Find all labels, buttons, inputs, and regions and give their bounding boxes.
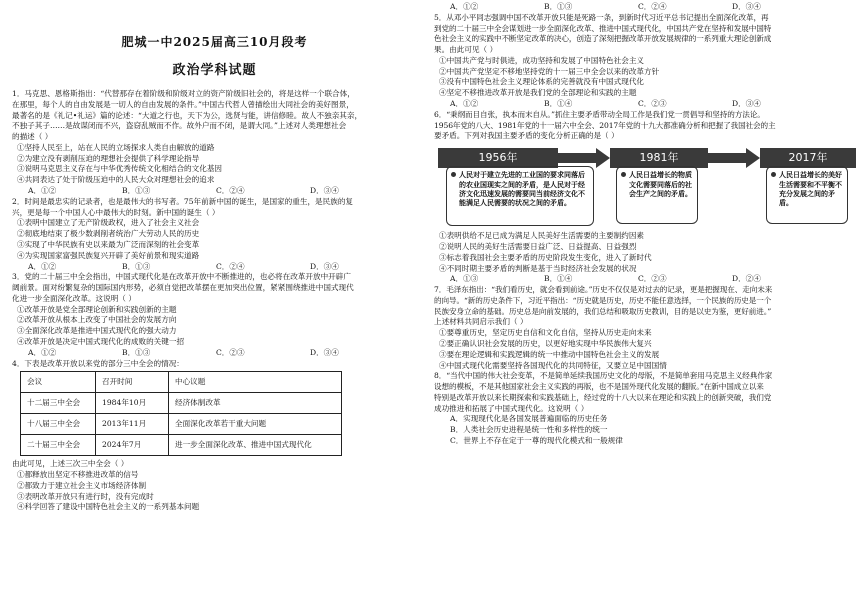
q7-stem-line: 民族安身立命的基础。历史总是向前发展的，我们总结和吸取历史教训，目的是以史为鉴，更好前进。” bbox=[434, 306, 772, 316]
q6-choice-b[interactable]: B．①④ bbox=[544, 274, 573, 284]
q2-item: ③实现了中华民族有史以来最为广泛而深刻的社会变革 bbox=[17, 239, 200, 249]
q5-stem-line: 到党的二十届三中全会谋划进一步全面深化改革、推进中国式现代化，中国共产党在坚持和发展中国特 bbox=[434, 23, 772, 33]
q2-item: ④为实现国家富强民族复兴开辟了美好前景和现实道路 bbox=[17, 250, 200, 260]
q1-item: ②为建立没有剥削压迫的理想社会提供了科学理论指导 bbox=[17, 153, 200, 163]
table-header-cell: 中心议题 bbox=[169, 372, 342, 393]
q4-item: ④科学回答了建设中国特色社会主义的一系列基本问题 bbox=[17, 502, 200, 512]
year-1981-label: 1981年 bbox=[610, 148, 708, 168]
q2-stem-line: 兴，更是每一个中国人心中最伟大的时刻。新中国的诞生（ ） bbox=[12, 207, 220, 217]
q1-stem-line: 在那里，每个人的自由发展是一切人的自由发展的条件。”中国古代哲人曾描绘出大同社会的美好图景， bbox=[12, 99, 354, 109]
question-4 bbox=[12, 359, 417, 514]
q3-item: ③全面深化改革是推进中国式现代化的强大动力 bbox=[17, 326, 177, 336]
q5-item: ②中国共产党坚定不移地坚持党的十一届三中全会以来的改革方针 bbox=[439, 66, 660, 76]
q6-item: ②说明人民的美好生活需要日益广泛、日益提高、日益强烈 bbox=[439, 241, 637, 251]
q3-choices bbox=[12, 348, 417, 359]
q4-choice-b[interactable]: B．①③ bbox=[544, 2, 573, 11]
table-cell: 2013年11月 bbox=[96, 414, 169, 435]
year-1956-label: 1956年 bbox=[438, 148, 558, 168]
timeline-box-1981 bbox=[616, 166, 698, 224]
q1-choices bbox=[12, 186, 417, 197]
year-2017-label: 2017年 bbox=[760, 148, 856, 168]
q3-choice-b[interactable]: B．①③ bbox=[122, 347, 151, 357]
q6-item: ①表明供给不足已成为满足人民美好生活需要的主要制约因素 bbox=[439, 231, 645, 241]
q7-item: ②要正确认识社会发展的历史，以更好地实现中华民族伟大复兴 bbox=[439, 338, 652, 348]
table-header-row bbox=[21, 372, 342, 393]
table-cell: 经济体制改革 bbox=[169, 393, 342, 414]
timeline-box-1956 bbox=[446, 166, 594, 226]
q1-choice-d[interactable]: D．③④ bbox=[310, 186, 339, 196]
q4-item: ③表明改革开放只有进行时，没有完成时 bbox=[17, 491, 154, 501]
q5-stem-line: 5．从邓小平同志强调中国不改革开放只能是死路一条，到新时代习近平总书记提出全面深化改革，再 bbox=[434, 12, 769, 22]
q5-stem-line: 色社会主义的实践中不断坚定改革的决心，创造了深刻把握改革开放发展规律的一系列重大理论创新成 bbox=[434, 34, 772, 44]
table-cell: 十二届三中全会 bbox=[21, 393, 96, 414]
q1-stem-line: 1．马克思、恩格斯指出：“代替那存在着阶级和阶级对立的资产阶级旧社会的，将是这样一个联合体， bbox=[12, 89, 355, 98]
q2-choice-c[interactable]: C．②④ bbox=[216, 261, 245, 271]
q3-choice-a[interactable]: A．①② bbox=[28, 347, 57, 357]
q8-option-c[interactable]: C．世界上不存在定于一尊的现代化模式和一般规律 bbox=[450, 436, 623, 445]
q7-stem-line: 7．毛泽东指出：“我们看历史，就会看到前途。”历史不仅仅是对过去的记录，更是把握现在、走向未来 bbox=[434, 285, 773, 295]
q1-stem-line: 的描述（ ） bbox=[12, 132, 53, 142]
q1-choice-a[interactable]: A．①② bbox=[28, 186, 57, 196]
timeline-box-2017 bbox=[766, 166, 848, 224]
q4-item: ②都致力于建立社会主义市场经济体制 bbox=[17, 480, 147, 490]
q4-choice-a[interactable]: A．①② bbox=[450, 2, 479, 11]
q2-choice-a[interactable]: A．①② bbox=[28, 261, 57, 271]
q1-item: ④共同表达了处于阶级压迫中的人民大众对理想社会的追求 bbox=[17, 175, 215, 185]
q4-after: 由此可见，上述三次三中全会（ ） bbox=[12, 459, 129, 469]
table-row bbox=[21, 393, 342, 414]
q1-stem-line: 不独子其子……是故谋闭而不兴，盗窃乱贼而不作。故外户而不闭，是谓大同。”上述对人类理想社会 bbox=[12, 121, 347, 131]
timeline-text: 人民日益增长的美好生活需要和不平衡不充分发展之间的矛盾。 bbox=[779, 170, 842, 208]
q8-stem-line: 设想的模板，不是其他国家社会主义实践的再版，也不是国外现代化发展的翻版。”在新中国成立以来 bbox=[434, 382, 764, 392]
q5-choice-d[interactable]: D．③④ bbox=[732, 99, 761, 109]
left-column bbox=[12, 0, 417, 513]
timeline-text: 人民日益增长的物质文化需要同落后的社会生产之间的矛盾。 bbox=[629, 170, 692, 199]
q3-choice-c[interactable]: C．②③ bbox=[216, 347, 245, 357]
q1-choice-b[interactable]: B．①③ bbox=[122, 186, 151, 196]
q6-item: ④不同时期主要矛盾的判断是基于当时经济社会发展的状况 bbox=[439, 263, 637, 273]
q6-item: ③标志着我国社会主要矛盾的历史阶段发生变化，进入了新时代 bbox=[439, 252, 652, 262]
q2-item: ①表明中国建立了无产阶级政权，进入了社会主义社会 bbox=[17, 218, 200, 228]
q1-stem-line: 最著名的是《礼记•礼运》篇的论述：“大道之行也，天下为公，选贤与能，讲信修睦。故人不独亲其亲， bbox=[12, 110, 363, 120]
question-6 bbox=[434, 110, 854, 285]
question-7 bbox=[434, 285, 854, 371]
table-header-cell: 召开时间 bbox=[96, 372, 169, 393]
arrow-right-icon bbox=[708, 148, 760, 168]
q7-stem-line: 上述材料共同启示我们（ ） bbox=[434, 317, 528, 327]
table-row bbox=[21, 414, 342, 435]
q8-stem-line: 成功推进和拓展了中国式现代化。这说明（ ） bbox=[434, 403, 589, 413]
q6-stem-line: 6．“秉纲而目自张，执本而末自从。”抓住主要矛盾带动全局工作是我们党一贯倡导和坚持的方法论。 bbox=[434, 109, 765, 119]
table-cell: 2024年7月 bbox=[96, 435, 169, 456]
q5-choice-a[interactable]: A．①② bbox=[450, 99, 479, 109]
q3-item: ①改革开放是党全部理论创新和实践创新的主题 bbox=[17, 304, 177, 314]
q3-stem-line: 3．党的二十届三中全会指出，中国式现代化是在改革开放中不断推进的，也必将在改革开放中开辟广 bbox=[12, 272, 351, 282]
q5-choice-b[interactable]: B．①④ bbox=[544, 99, 573, 109]
arrow-right-icon bbox=[558, 148, 610, 168]
q2-choice-d[interactable]: D．③④ bbox=[310, 261, 339, 271]
table-header-cell: 会议 bbox=[21, 372, 96, 393]
q6-stem-line: 要矛盾。下列对我国主要矛盾的变化分析正确的是（ ） bbox=[434, 131, 619, 141]
bullet-icon bbox=[451, 172, 456, 177]
table-cell: 进一步全面深化改革、推进中国式现代化 bbox=[169, 435, 342, 456]
q5-choices bbox=[434, 99, 854, 110]
q7-item: ①要尊重历史，坚定历史自信和文化自信，坚持从历史走向未来 bbox=[439, 328, 652, 338]
q2-stem-line: 2．时间是最忠实的记录者，也是最伟大的书写者。75年前新中国的诞生，是国家的重生，是民族的复 bbox=[12, 196, 354, 206]
q1-choice-c[interactable]: C．②④ bbox=[216, 186, 245, 196]
question-5 bbox=[434, 13, 854, 110]
q8-stem-line: 8．“当代中国的伟大社会变革，不是简单延续我国历史文化的母版，不是简单套用马克思主义经典作家 bbox=[434, 371, 773, 381]
school-title: 肥城一中2025届高三10月段考 bbox=[121, 35, 308, 49]
q1-item: ③说明马克思主义存在与中华优秀传统文化相结合的文化基因 bbox=[17, 164, 223, 174]
right-column bbox=[434, 0, 854, 447]
q6-choices bbox=[434, 274, 854, 285]
bullet-icon bbox=[771, 172, 776, 177]
q6-choice-c[interactable]: C．②③ bbox=[638, 274, 667, 284]
table-cell: 十八届三中全会 bbox=[21, 414, 96, 435]
q8-option-a[interactable]: A．实现现代化是各国发展普遍面临的历史任务 bbox=[450, 414, 608, 424]
q4-stem: 4．下表是改革开放以来党的部分三中全会的情况： bbox=[12, 358, 184, 368]
question-3 bbox=[12, 272, 417, 358]
q3-stem-line: 阔前景。面对纷繁复杂的国际国内形势，必须自觉把改革摆在更加突出位置，紧紧围绕推进中国式现代 bbox=[12, 283, 354, 293]
q2-choices bbox=[12, 262, 417, 273]
q4-choice-d[interactable]: D．③④ bbox=[732, 2, 761, 11]
table-cell: 二十届三中全会 bbox=[21, 435, 96, 456]
contradiction-timeline bbox=[438, 144, 854, 228]
q3-stem-line: 化进一步全面深化改革。这说明（ ） bbox=[12, 293, 136, 303]
q3-item: ②改革开放从根本上改变了中国社会的发展方向 bbox=[17, 315, 177, 325]
question-2 bbox=[12, 197, 417, 272]
q5-stem-line: 果。由此可见（ ） bbox=[434, 45, 498, 55]
q7-item: ③要在理论逻辑和实践逻辑的统一中推动中国特色社会主义的发展 bbox=[439, 349, 660, 359]
q6-choice-d[interactable]: D．②④ bbox=[732, 274, 761, 284]
q5-item: ①中国共产党与时俱进，成功坚持和发展了中国特色社会主义 bbox=[439, 55, 645, 65]
question-1 bbox=[12, 89, 417, 197]
bullet-icon bbox=[621, 172, 626, 177]
q5-item: ④坚定不移推进改革开放是我们党的全部理论和实践的主题 bbox=[439, 88, 637, 98]
timeline-text: 人民对于建立先进的工业国的要求同落后的农业国现实之间的矛盾，是人民对于经济文化迅速发展的需要同当前经济文化不能满足人民需要的状况之间的矛盾。 bbox=[459, 170, 585, 208]
subject-title: 政治学科试题 bbox=[172, 63, 257, 78]
q4-choices bbox=[434, 2, 854, 13]
q7-stem-line: 的向导。“新的历史条件下，习近平指出：“历史就是历史，历史不能任意选择，一个民族的历史是一个 bbox=[434, 295, 772, 305]
q5-item: ③没有中国特色社会主义理论体系的完善就没有中国式现代化 bbox=[439, 77, 645, 87]
q2-item: ②彻底地结束了极少数剥削者统治广大劳动人民的历史 bbox=[17, 229, 200, 239]
q4-choice-c[interactable]: C．②④ bbox=[638, 2, 667, 11]
question-8 bbox=[434, 371, 854, 446]
q8-stem-line: 特别是改革开放以来长期探索和实践基础上，经过党的十八大以来在理论和实践上的创新突破，我们党 bbox=[434, 392, 772, 402]
q6-choice-a[interactable]: A．①③ bbox=[450, 274, 479, 284]
q3-choice-d[interactable]: D．③④ bbox=[310, 347, 339, 357]
table-cell: 全面深化改革若干重大问题 bbox=[169, 414, 342, 435]
q4-table bbox=[20, 371, 342, 456]
q7-item: ④中国式现代化需要坚持各国现代化的共同特征，又要立足中国国情 bbox=[439, 360, 667, 370]
q5-choice-c[interactable]: C．②③ bbox=[638, 99, 667, 109]
table-cell: 1984年10月 bbox=[96, 393, 169, 414]
q3-item: ④改革开放是决定中国式现代化的成败的关键一招 bbox=[17, 336, 185, 346]
q8-option-b[interactable]: B．人类社会历史进程是统一性和多样性的统一 bbox=[450, 425, 608, 435]
q1-item: ①坚持人民至上，站在人民的立场探求人类自由解放的道路 bbox=[17, 142, 215, 152]
q4-item: ①都释放出坚定不移推进改革的信号 bbox=[17, 470, 139, 480]
q6-stem-line: 1956年党的八大、1981年党的十一届六中全会、2017年党的十九大都准确分析和把握了我国社会的主 bbox=[434, 120, 776, 130]
q2-choice-b[interactable]: B．①③ bbox=[122, 261, 151, 271]
table-row bbox=[21, 435, 342, 456]
